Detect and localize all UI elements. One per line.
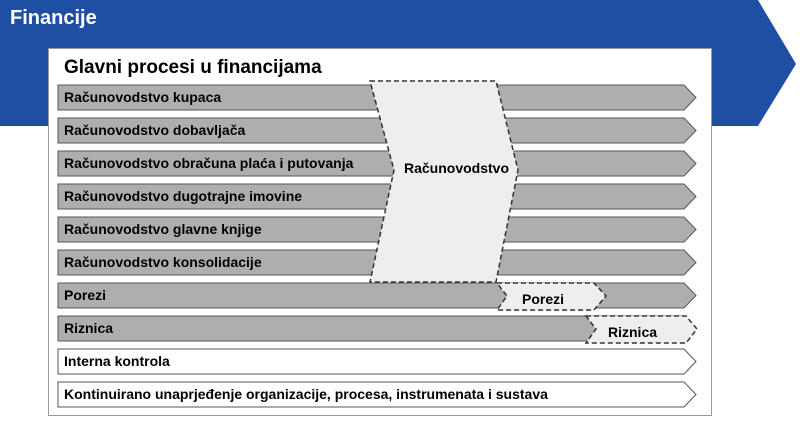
row-label-porezi: Porezi: [64, 287, 107, 303]
banner-title: Financije: [10, 7, 97, 29]
row-label-konsolidacije: Računovodstvo konsolidacije: [64, 254, 262, 270]
panel-title: Glavni procesi u financijama: [64, 57, 322, 78]
row-label-dobavljaca: Računovodstvo dobavljača: [64, 122, 246, 138]
overlay-label-riznica: Riznica: [608, 324, 658, 340]
row-label-kupaca: Računovodstvo kupaca: [64, 89, 222, 105]
row-label-unaprjedenje: Kontinuirano unaprjeđenje organizacije, procesa, instrumenata i sustava: [64, 386, 548, 402]
row-label-knjige: Računovodstvo glavne knjige: [64, 221, 262, 237]
row-label-kontrola: Interna kontrola: [64, 353, 170, 369]
overlay-label-racunovodstvo: Računovodstvo: [404, 160, 510, 176]
row-label-riznica: Riznica: [64, 320, 114, 336]
row-label-place: Računovodstvo obračuna plaća i putovanja: [64, 155, 354, 171]
overlay-racunovodstvo: [370, 81, 518, 282]
row-label-imovine: Računovodstvo dugotrajne imovine: [64, 188, 303, 204]
overlay-label-porezi: Porezi: [522, 291, 565, 307]
